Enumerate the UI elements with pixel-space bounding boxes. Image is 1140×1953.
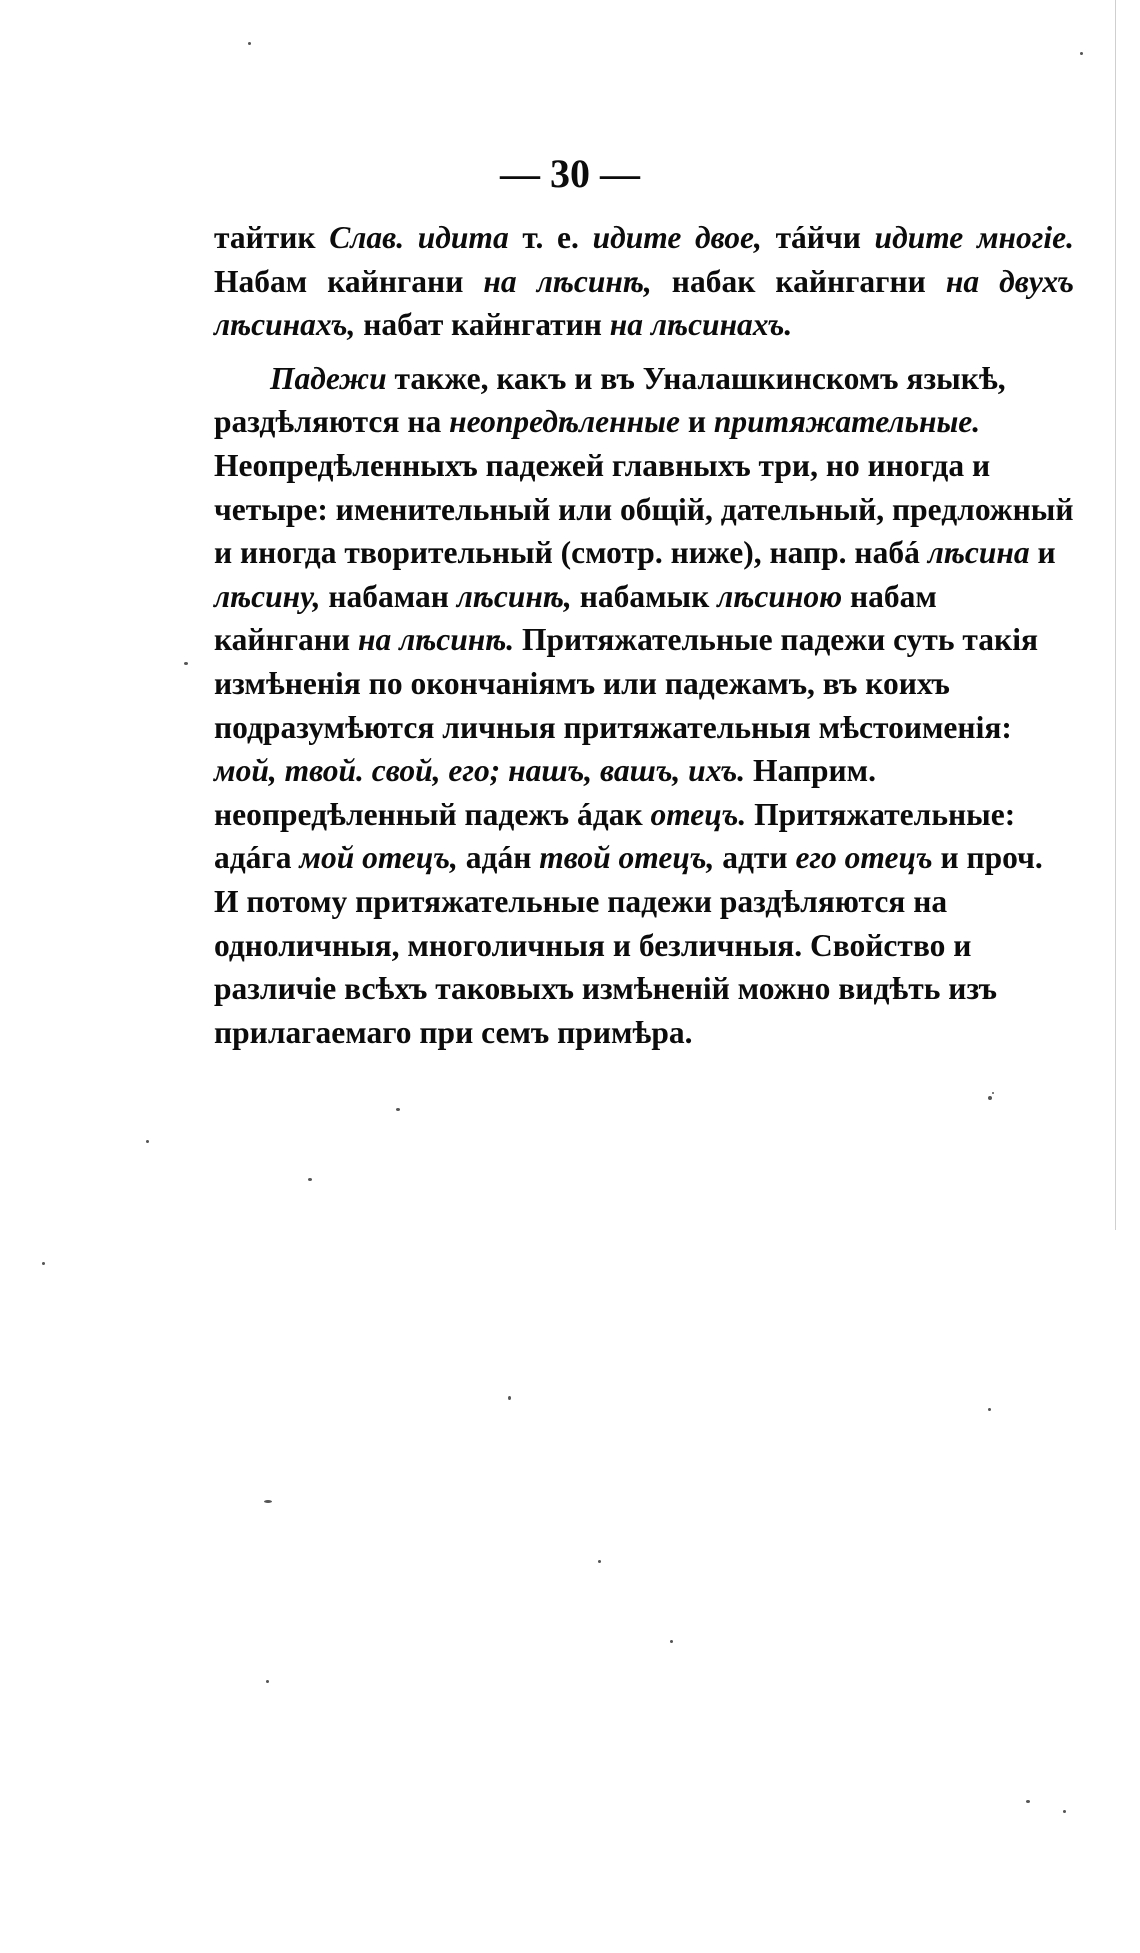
text-run: набак кайнгагни	[651, 263, 946, 299]
scan-speck	[146, 1140, 149, 1143]
text-run: Набам кайнгани	[214, 263, 484, 299]
scan-speck	[184, 662, 188, 665]
scan-speck	[42, 1262, 45, 1265]
italic-run: мой отецъ,	[299, 840, 458, 876]
italic-run: мой, твой. свой, его; нашъ, вашъ, ихъ.	[214, 753, 746, 789]
italic-run: на лѣсинѣ,	[483, 263, 652, 299]
scan-speck	[1063, 1810, 1066, 1813]
scan-speck	[988, 1408, 991, 1411]
scan-edge-line	[1115, 0, 1116, 1230]
italic-run: на лѣсинѣ.	[357, 622, 515, 658]
italic-run: идите многіе.	[874, 220, 1075, 255]
italic-run: Падежи	[270, 360, 387, 396]
italic-run: лѣсиною	[717, 578, 843, 614]
scan-speck	[670, 1640, 673, 1643]
scan-speck	[1080, 52, 1083, 55]
scan-speck	[598, 1560, 601, 1563]
text-run: тайтик	[214, 220, 330, 255]
text-run: и	[679, 404, 714, 440]
text-run: набам кайнгани	[214, 578, 937, 658]
body-text	[214, 216, 1074, 1054]
scan-speck	[1026, 1800, 1030, 1803]
text-run: и	[1029, 535, 1056, 571]
paragraph-2	[214, 357, 1074, 1055]
italic-run: его отецъ	[795, 840, 933, 876]
text-run: также, какъ и въ Уналашкинскомъ языкѣ, раздѣляются на	[214, 360, 1006, 440]
scan-speck	[266, 1680, 269, 1683]
text-run: тáйчи	[761, 220, 875, 255]
text-run: Притяжательные падежи суть такія измѣненія по окончаніямъ или падежамъ, въ коихъ подразумѣются личныя притяжательныя мѣстоименія:	[214, 622, 1038, 745]
scan-speck	[508, 1396, 511, 1400]
italic-run: твой отецъ,	[539, 840, 715, 876]
scan-speck	[248, 42, 251, 45]
text-run: набат кайнгатин	[355, 307, 610, 343]
text-run: Неопредѣленныхъ падежей главныхъ три, но иногда и четыре: именительный или общій, дательный, предложный и иногда творительный (смотр. ниже), напр. набá	[214, 447, 1074, 571]
italic-run: притяжательные.	[713, 404, 981, 440]
text-run: набамык	[571, 578, 718, 614]
italic-run: неопредѣленные	[449, 404, 680, 440]
text-run: Притяжательные: адáга	[214, 796, 1016, 876]
italic-run: Слав. идита	[329, 220, 509, 255]
italic-run: лѣсина	[927, 535, 1030, 571]
italic-run: на лѣсинахъ.	[609, 307, 793, 343]
scan-speck	[992, 1092, 994, 1094]
text-run: адти	[714, 840, 796, 876]
paragraph-1	[214, 216, 1074, 347]
text-run: т. е.	[508, 220, 593, 255]
scan-speck	[264, 1500, 272, 1503]
page-number: — 30 —	[500, 151, 640, 196]
italic-run: идите двое,	[592, 220, 762, 255]
italic-run: на двухъ лѣсинахъ,	[214, 263, 1074, 343]
text-run: Наприм. неопредѣленный падежъ áдак	[214, 753, 877, 832]
text-run: и проч. И потому притяжательные падежи раздѣляются на одноличныя, многоличныя и безличныя. Свойство и различіе всѣхъ таковыхъ измѣненій можно видѣть изъ прилагаемаго при семъ примѣра.	[214, 840, 1043, 1050]
italic-run: лѣсинѣ,	[456, 578, 572, 614]
italic-run: лѣсину,	[214, 578, 321, 614]
text-run: адáн	[457, 840, 540, 876]
scan-speck	[988, 1096, 992, 1100]
scan-speck	[308, 1178, 312, 1181]
text-run: набаман	[320, 578, 457, 614]
scan-speck	[396, 1108, 400, 1111]
italic-run: отецъ.	[650, 796, 747, 832]
